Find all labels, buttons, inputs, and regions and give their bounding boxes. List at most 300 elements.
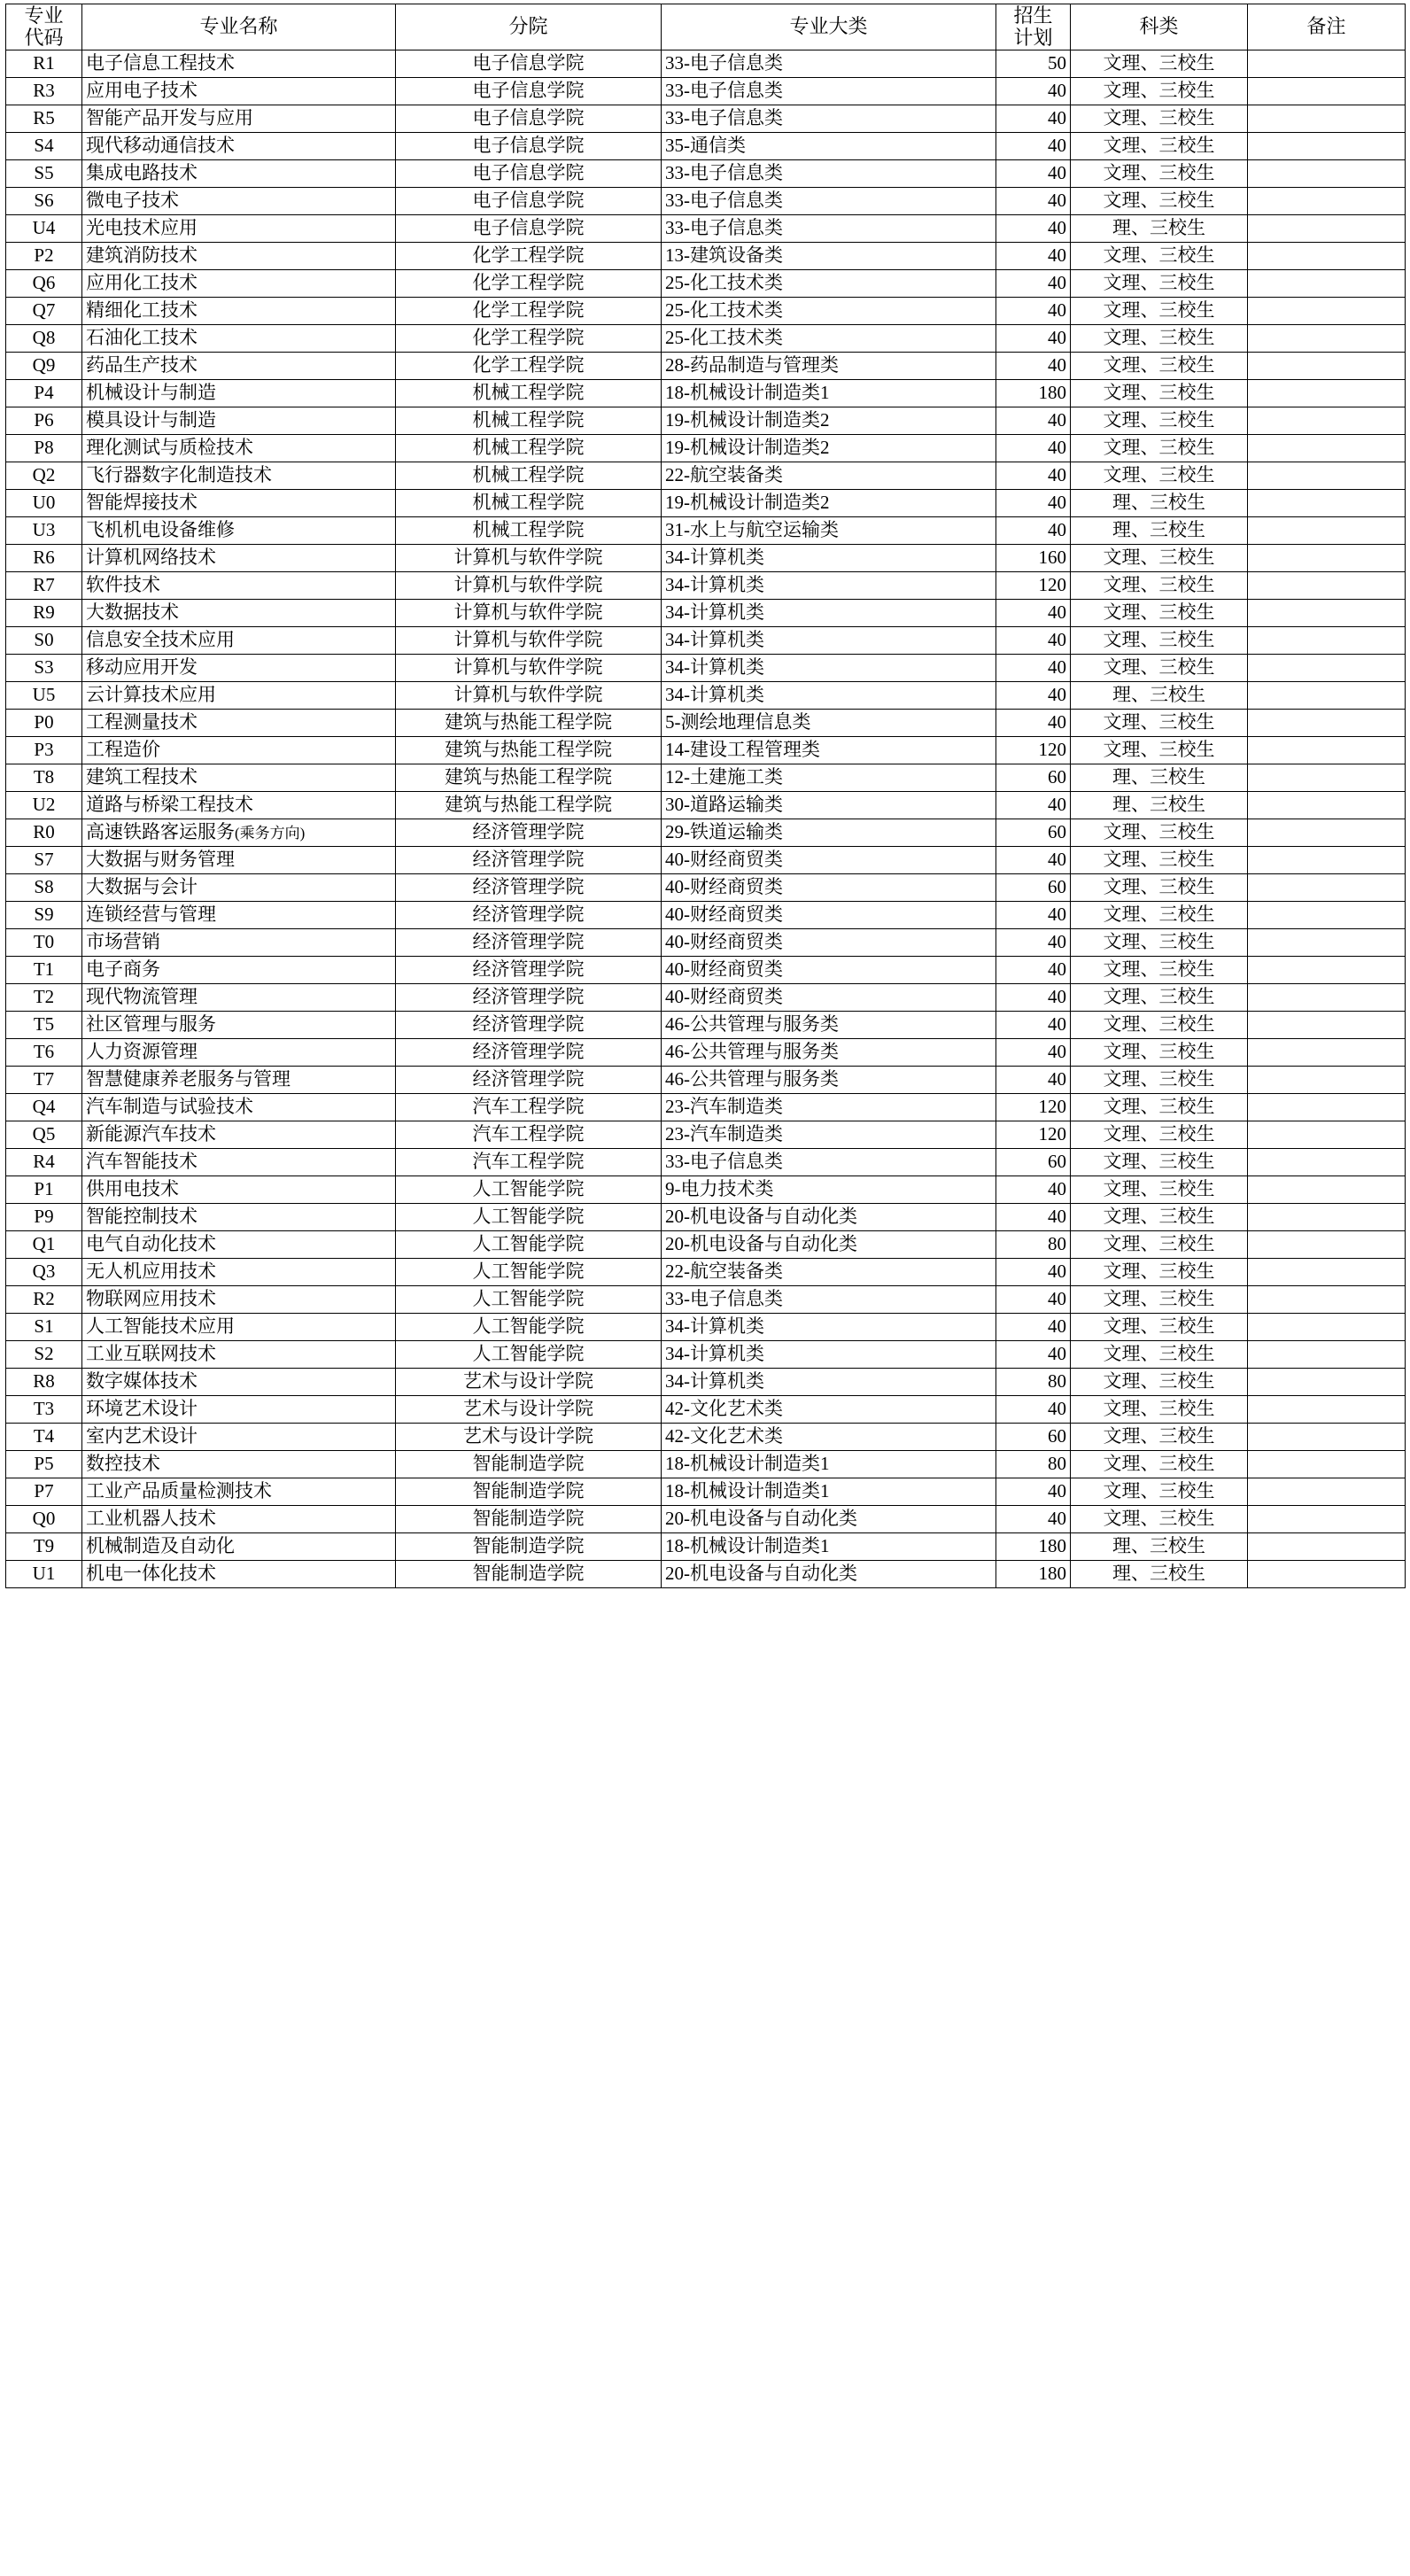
cell-subject-type: 文理、三校生	[1071, 1396, 1248, 1424]
cell-major-category: 34-计算机类	[662, 600, 996, 627]
table-body	[6, 50, 1406, 1588]
cell-major-category: 23-汽车制造类	[662, 1121, 996, 1149]
cell-remark	[1248, 353, 1406, 380]
cell-major-code: R0	[6, 819, 82, 847]
cell-major-category: 18-机械设计制造类1	[662, 1451, 996, 1478]
cell-major-category: 34-计算机类	[662, 1341, 996, 1369]
cell-major-category: 22-航空装备类	[662, 462, 996, 490]
cell-major-code: P8	[6, 435, 82, 462]
cell-subject-type: 文理、三校生	[1071, 1506, 1248, 1533]
cell-branch: 人工智能学院	[396, 1286, 662, 1314]
cell-subject-type: 文理、三校生	[1071, 600, 1248, 627]
cell-subject-type: 文理、三校生	[1071, 984, 1248, 1012]
table-row	[6, 902, 1406, 929]
cell-major-name: 电子商务	[82, 957, 396, 984]
cell-major-name	[82, 819, 396, 847]
table-row	[6, 957, 1406, 984]
cell-subject-type: 文理、三校生	[1071, 1286, 1248, 1314]
cell-subject-type: 文理、三校生	[1071, 710, 1248, 737]
table-row	[6, 1286, 1406, 1314]
cell-remark	[1248, 160, 1406, 188]
cell-major-category: 31-水上与航空运输类	[662, 517, 996, 545]
cell-major-category: 34-计算机类	[662, 1369, 996, 1396]
cell-major-name: 工业互联网技术	[82, 1341, 396, 1369]
cell-enrollment-plan: 40	[996, 957, 1071, 984]
cell-subject-type: 文理、三校生	[1071, 1259, 1248, 1286]
cell-major-code: S4	[6, 133, 82, 160]
cell-major-name: 电气自动化技术	[82, 1231, 396, 1259]
cell-major-category: 19-机械设计制造类2	[662, 435, 996, 462]
cell-major-code: U3	[6, 517, 82, 545]
cell-major-name: 社区管理与服务	[82, 1012, 396, 1039]
cell-major-code: U4	[6, 215, 82, 243]
cell-branch: 计算机与软件学院	[396, 655, 662, 682]
cell-branch: 建筑与热能工程学院	[396, 764, 662, 792]
table-row	[6, 1204, 1406, 1231]
table-row	[6, 188, 1406, 215]
cell-major-category: 33-电子信息类	[662, 78, 996, 105]
cell-enrollment-plan: 40	[996, 710, 1071, 737]
cell-major-category: 12-土建施工类	[662, 764, 996, 792]
cell-major-code: Q3	[6, 1259, 82, 1286]
cell-major-category: 33-电子信息类	[662, 50, 996, 78]
cell-subject-type: 理、三校生	[1071, 764, 1248, 792]
table-row	[6, 764, 1406, 792]
table-row	[6, 435, 1406, 462]
cell-enrollment-plan: 80	[996, 1231, 1071, 1259]
cell-major-name: 室内艺术设计	[82, 1424, 396, 1451]
cell-subject-type: 文理、三校生	[1071, 243, 1248, 270]
cell-branch: 经济管理学院	[396, 929, 662, 957]
cell-subject-type: 文理、三校生	[1071, 160, 1248, 188]
cell-remark	[1248, 1341, 1406, 1369]
cell-subject-type: 文理、三校生	[1071, 78, 1248, 105]
cell-branch: 机械工程学院	[396, 517, 662, 545]
header-enrollment-plan-line-0: 招生	[1013, 4, 1053, 27]
cell-major-category: 19-机械设计制造类2	[662, 490, 996, 517]
cell-subject-type: 理、三校生	[1071, 1533, 1248, 1561]
cell-major-name: 光电技术应用	[82, 215, 396, 243]
cell-remark	[1248, 215, 1406, 243]
table-row	[6, 105, 1406, 133]
cell-branch: 经济管理学院	[396, 902, 662, 929]
cell-branch: 经济管理学院	[396, 847, 662, 874]
cell-subject-type: 文理、三校生	[1071, 1204, 1248, 1231]
cell-major-name: 道路与桥梁工程技术	[82, 792, 396, 819]
cell-enrollment-plan: 40	[996, 1176, 1071, 1204]
cell-remark	[1248, 1094, 1406, 1121]
cell-major-name: 市场营销	[82, 929, 396, 957]
cell-major-name: 石油化工技术	[82, 325, 396, 353]
cell-branch: 经济管理学院	[396, 984, 662, 1012]
table-row	[6, 1533, 1406, 1561]
cell-branch: 艺术与设计学院	[396, 1396, 662, 1424]
cell-subject-type: 文理、三校生	[1071, 929, 1248, 957]
cell-major-name: 电子信息工程技术	[82, 50, 396, 78]
cell-major-code: R8	[6, 1369, 82, 1396]
cell-major-category: 18-机械设计制造类1	[662, 1478, 996, 1506]
cell-subject-type: 理、三校生	[1071, 1561, 1248, 1588]
table-row	[6, 1067, 1406, 1094]
cell-major-code: T1	[6, 957, 82, 984]
cell-major-name: 机电一体化技术	[82, 1561, 396, 1588]
cell-branch: 化学工程学院	[396, 325, 662, 353]
cell-remark	[1248, 600, 1406, 627]
cell-major-code: S7	[6, 847, 82, 874]
cell-branch: 经济管理学院	[396, 819, 662, 847]
cell-subject-type: 文理、三校生	[1071, 627, 1248, 655]
cell-major-category: 13-建筑设备类	[662, 243, 996, 270]
cell-branch: 机械工程学院	[396, 435, 662, 462]
cell-remark	[1248, 545, 1406, 572]
cell-remark	[1248, 1067, 1406, 1094]
cell-major-code: Q1	[6, 1231, 82, 1259]
cell-remark	[1248, 792, 1406, 819]
cell-major-code: T2	[6, 984, 82, 1012]
cell-remark	[1248, 1259, 1406, 1286]
cell-subject-type: 文理、三校生	[1071, 1231, 1248, 1259]
table-row	[6, 1506, 1406, 1533]
table-row	[6, 1149, 1406, 1176]
cell-major-category: 33-电子信息类	[662, 215, 996, 243]
header-major-code-line-0: 专业	[24, 4, 64, 27]
cell-major-name: 药品生产技术	[82, 353, 396, 380]
cell-subject-type: 理、三校生	[1071, 215, 1248, 243]
table-row	[6, 1012, 1406, 1039]
table-row	[6, 682, 1406, 710]
cell-major-code: P7	[6, 1478, 82, 1506]
cell-major-category: 14-建设工程管理类	[662, 737, 996, 764]
cell-subject-type: 文理、三校生	[1071, 902, 1248, 929]
header-enrollment-plan	[996, 4, 1071, 50]
cell-enrollment-plan: 40	[996, 627, 1071, 655]
cell-enrollment-plan: 40	[996, 847, 1071, 874]
cell-enrollment-plan: 80	[996, 1369, 1071, 1396]
cell-branch: 计算机与软件学院	[396, 545, 662, 572]
cell-enrollment-plan: 40	[996, 1341, 1071, 1369]
cell-remark	[1248, 902, 1406, 929]
cell-branch: 智能制造学院	[396, 1478, 662, 1506]
cell-major-name: 现代移动通信技术	[82, 133, 396, 160]
cell-major-name: 建筑消防技术	[82, 243, 396, 270]
cell-branch: 计算机与软件学院	[396, 627, 662, 655]
cell-subject-type: 文理、三校生	[1071, 819, 1248, 847]
cell-major-name: 大数据技术	[82, 600, 396, 627]
cell-major-name: 理化测试与质检技术	[82, 435, 396, 462]
cell-major-category: 20-机电设备与自动化类	[662, 1561, 996, 1588]
table-row	[6, 792, 1406, 819]
cell-remark	[1248, 847, 1406, 874]
cell-enrollment-plan: 40	[996, 1259, 1071, 1286]
cell-major-name: 机械设计与制造	[82, 380, 396, 407]
cell-enrollment-plan: 180	[996, 1561, 1071, 1588]
cell-major-code: T0	[6, 929, 82, 957]
cell-subject-type: 文理、三校生	[1071, 1314, 1248, 1341]
cell-major-code: R2	[6, 1286, 82, 1314]
cell-subject-type: 文理、三校生	[1071, 1369, 1248, 1396]
cell-remark	[1248, 682, 1406, 710]
cell-remark	[1248, 435, 1406, 462]
cell-major-category: 28-药品制造与管理类	[662, 353, 996, 380]
cell-branch: 经济管理学院	[396, 957, 662, 984]
table-row	[6, 462, 1406, 490]
cell-enrollment-plan: 40	[996, 655, 1071, 682]
cell-major-code: P0	[6, 710, 82, 737]
table-row	[6, 655, 1406, 682]
cell-branch: 电子信息学院	[396, 188, 662, 215]
cell-major-category: 18-机械设计制造类1	[662, 1533, 996, 1561]
cell-major-category: 42-文化艺术类	[662, 1396, 996, 1424]
cell-branch: 计算机与软件学院	[396, 600, 662, 627]
cell-enrollment-plan: 40	[996, 160, 1071, 188]
cell-remark	[1248, 1149, 1406, 1176]
cell-major-code: U5	[6, 682, 82, 710]
table-row	[6, 50, 1406, 78]
cell-major-code: R9	[6, 600, 82, 627]
cell-branch: 汽车工程学院	[396, 1094, 662, 1121]
table-row	[6, 1396, 1406, 1424]
cell-major-name: 软件技术	[82, 572, 396, 600]
cell-enrollment-plan: 40	[996, 1396, 1071, 1424]
cell-enrollment-plan: 40	[996, 600, 1071, 627]
cell-major-category: 34-计算机类	[662, 572, 996, 600]
cell-major-code: U1	[6, 1561, 82, 1588]
cell-subject-type: 文理、三校生	[1071, 572, 1248, 600]
cell-remark	[1248, 490, 1406, 517]
cell-subject-type: 文理、三校生	[1071, 1424, 1248, 1451]
cell-subject-type: 文理、三校生	[1071, 105, 1248, 133]
cell-remark	[1248, 957, 1406, 984]
table-row	[6, 1451, 1406, 1478]
cell-major-name: 应用化工技术	[82, 270, 396, 298]
cell-subject-type: 理、三校生	[1071, 517, 1248, 545]
cell-remark	[1248, 188, 1406, 215]
cell-branch: 电子信息学院	[396, 50, 662, 78]
cell-subject-type: 文理、三校生	[1071, 1341, 1248, 1369]
cell-major-code: S9	[6, 902, 82, 929]
cell-remark	[1248, 325, 1406, 353]
cell-major-category: 5-测绘地理信息类	[662, 710, 996, 737]
cell-branch: 化学工程学院	[396, 270, 662, 298]
cell-major-name: 大数据与会计	[82, 874, 396, 902]
cell-enrollment-plan: 40	[996, 517, 1071, 545]
cell-remark	[1248, 819, 1406, 847]
cell-branch: 电子信息学院	[396, 133, 662, 160]
cell-major-code: U2	[6, 792, 82, 819]
cell-major-name: 微电子技术	[82, 188, 396, 215]
header-major-name-line-0: 专业名称	[199, 15, 278, 38]
cell-enrollment-plan: 40	[996, 78, 1071, 105]
cell-remark	[1248, 1396, 1406, 1424]
cell-major-name: 物联网应用技术	[82, 1286, 396, 1314]
cell-major-category: 33-电子信息类	[662, 160, 996, 188]
cell-branch: 机械工程学院	[396, 407, 662, 435]
cell-major-code: P6	[6, 407, 82, 435]
cell-remark	[1248, 655, 1406, 682]
header-branch	[396, 4, 662, 50]
cell-major-name: 智能焊接技术	[82, 490, 396, 517]
table-row	[6, 1259, 1406, 1286]
cell-major-code: T6	[6, 1039, 82, 1067]
header-major-category-line-0: 专业大类	[789, 15, 868, 38]
cell-subject-type: 文理、三校生	[1071, 847, 1248, 874]
cell-major-code: P3	[6, 737, 82, 764]
table-row	[6, 325, 1406, 353]
cell-major-category: 34-计算机类	[662, 627, 996, 655]
cell-enrollment-plan: 40	[996, 929, 1071, 957]
cell-major-code: T3	[6, 1396, 82, 1424]
table-row	[6, 819, 1406, 847]
cell-major-name: 飞机机电设备维修	[82, 517, 396, 545]
cell-major-code: R3	[6, 78, 82, 105]
table-row	[6, 1314, 1406, 1341]
cell-remark	[1248, 270, 1406, 298]
major-name-suffix: (乘务方向)	[235, 825, 306, 842]
cell-branch: 化学工程学院	[396, 243, 662, 270]
cell-major-category: 34-计算机类	[662, 655, 996, 682]
cell-enrollment-plan: 40	[996, 462, 1071, 490]
cell-remark	[1248, 627, 1406, 655]
cell-subject-type: 文理、三校生	[1071, 655, 1248, 682]
cell-major-code: S3	[6, 655, 82, 682]
cell-major-name: 智慧健康养老服务与管理	[82, 1067, 396, 1094]
cell-branch: 人工智能学院	[396, 1341, 662, 1369]
cell-major-category: 29-铁道运输类	[662, 819, 996, 847]
header-major-code-line-1: 代码	[24, 26, 64, 49]
cell-branch: 建筑与热能工程学院	[396, 792, 662, 819]
cell-enrollment-plan: 40	[996, 215, 1071, 243]
table-row	[6, 1039, 1406, 1067]
cell-enrollment-plan: 40	[996, 1506, 1071, 1533]
cell-major-category: 33-电子信息类	[662, 1286, 996, 1314]
cell-major-code: T9	[6, 1533, 82, 1561]
cell-subject-type: 文理、三校生	[1071, 353, 1248, 380]
cell-subject-type: 理、三校生	[1071, 792, 1248, 819]
cell-major-code: S0	[6, 627, 82, 655]
table-row	[6, 1176, 1406, 1204]
cell-enrollment-plan: 60	[996, 1149, 1071, 1176]
cell-major-category: 33-电子信息类	[662, 188, 996, 215]
cell-enrollment-plan: 60	[996, 1424, 1071, 1451]
cell-major-code: U0	[6, 490, 82, 517]
cell-enrollment-plan: 40	[996, 490, 1071, 517]
cell-enrollment-plan: 160	[996, 545, 1071, 572]
cell-remark	[1248, 1314, 1406, 1341]
header-major-name	[82, 4, 396, 50]
cell-enrollment-plan: 40	[996, 407, 1071, 435]
cell-enrollment-plan: 50	[996, 50, 1071, 78]
table-row	[6, 600, 1406, 627]
cell-major-code: T7	[6, 1067, 82, 1094]
header-subject-type-line-0: 科类	[1139, 15, 1179, 38]
cell-major-code: Q5	[6, 1121, 82, 1149]
table-row	[6, 1341, 1406, 1369]
cell-major-name: 工业产品质量检测技术	[82, 1478, 396, 1506]
cell-remark	[1248, 1478, 1406, 1506]
cell-branch: 计算机与软件学院	[396, 682, 662, 710]
cell-enrollment-plan: 40	[996, 243, 1071, 270]
cell-major-category: 35-通信类	[662, 133, 996, 160]
cell-branch: 机械工程学院	[396, 490, 662, 517]
cell-subject-type: 文理、三校生	[1071, 50, 1248, 78]
cell-major-name: 模具设计与制造	[82, 407, 396, 435]
cell-branch: 艺术与设计学院	[396, 1424, 662, 1451]
cell-remark	[1248, 710, 1406, 737]
table-row	[6, 1478, 1406, 1506]
cell-major-name: 工程测量技术	[82, 710, 396, 737]
cell-major-code: S2	[6, 1341, 82, 1369]
cell-major-category: 40-财经商贸类	[662, 902, 996, 929]
cell-branch: 建筑与热能工程学院	[396, 737, 662, 764]
cell-branch: 建筑与热能工程学院	[396, 710, 662, 737]
table-row	[6, 984, 1406, 1012]
cell-major-code: R4	[6, 1149, 82, 1176]
cell-major-name: 智能产品开发与应用	[82, 105, 396, 133]
cell-major-name: 集成电路技术	[82, 160, 396, 188]
cell-major-code: P2	[6, 243, 82, 270]
table-row	[6, 133, 1406, 160]
cell-subject-type: 文理、三校生	[1071, 1176, 1248, 1204]
cell-branch: 经济管理学院	[396, 1039, 662, 1067]
cell-enrollment-plan: 40	[996, 1478, 1071, 1506]
cell-major-name: 精细化工技术	[82, 298, 396, 325]
table-header	[6, 4, 1406, 50]
cell-branch: 电子信息学院	[396, 215, 662, 243]
cell-enrollment-plan: 120	[996, 1094, 1071, 1121]
cell-major-code: P9	[6, 1204, 82, 1231]
table-row	[6, 353, 1406, 380]
cell-branch: 汽车工程学院	[396, 1149, 662, 1176]
cell-major-code: Q8	[6, 325, 82, 353]
cell-branch: 电子信息学院	[396, 160, 662, 188]
cell-major-category: 20-机电设备与自动化类	[662, 1231, 996, 1259]
cell-subject-type: 文理、三校生	[1071, 1012, 1248, 1039]
cell-subject-type: 文理、三校生	[1071, 188, 1248, 215]
table-row	[6, 215, 1406, 243]
cell-enrollment-plan: 40	[996, 1314, 1071, 1341]
major-name-text: 高速铁路客运服务	[86, 821, 235, 843]
cell-branch: 智能制造学院	[396, 1561, 662, 1588]
cell-branch: 智能制造学院	[396, 1506, 662, 1533]
cell-remark	[1248, 1561, 1406, 1588]
cell-major-category: 40-财经商贸类	[662, 984, 996, 1012]
cell-subject-type: 文理、三校生	[1071, 874, 1248, 902]
cell-major-category: 30-道路运输类	[662, 792, 996, 819]
cell-major-name: 汽车制造与试验技术	[82, 1094, 396, 1121]
cell-major-code: Q0	[6, 1506, 82, 1533]
cell-major-code: Q7	[6, 298, 82, 325]
cell-branch: 机械工程学院	[396, 462, 662, 490]
cell-major-category: 18-机械设计制造类1	[662, 380, 996, 407]
cell-subject-type: 文理、三校生	[1071, 1039, 1248, 1067]
table-row	[6, 160, 1406, 188]
cell-remark	[1248, 517, 1406, 545]
cell-branch: 计算机与软件学院	[396, 572, 662, 600]
cell-major-code: P1	[6, 1176, 82, 1204]
cell-major-category: 19-机械设计制造类2	[662, 407, 996, 435]
cell-subject-type: 文理、三校生	[1071, 1451, 1248, 1478]
cell-major-code: R6	[6, 545, 82, 572]
cell-branch: 经济管理学院	[396, 1012, 662, 1039]
cell-remark	[1248, 984, 1406, 1012]
cell-enrollment-plan: 40	[996, 1039, 1071, 1067]
cell-subject-type: 文理、三校生	[1071, 1121, 1248, 1149]
cell-subject-type: 文理、三校生	[1071, 435, 1248, 462]
cell-major-name: 数控技术	[82, 1451, 396, 1478]
cell-branch: 人工智能学院	[396, 1314, 662, 1341]
cell-major-category: 40-财经商贸类	[662, 874, 996, 902]
table-row	[6, 710, 1406, 737]
